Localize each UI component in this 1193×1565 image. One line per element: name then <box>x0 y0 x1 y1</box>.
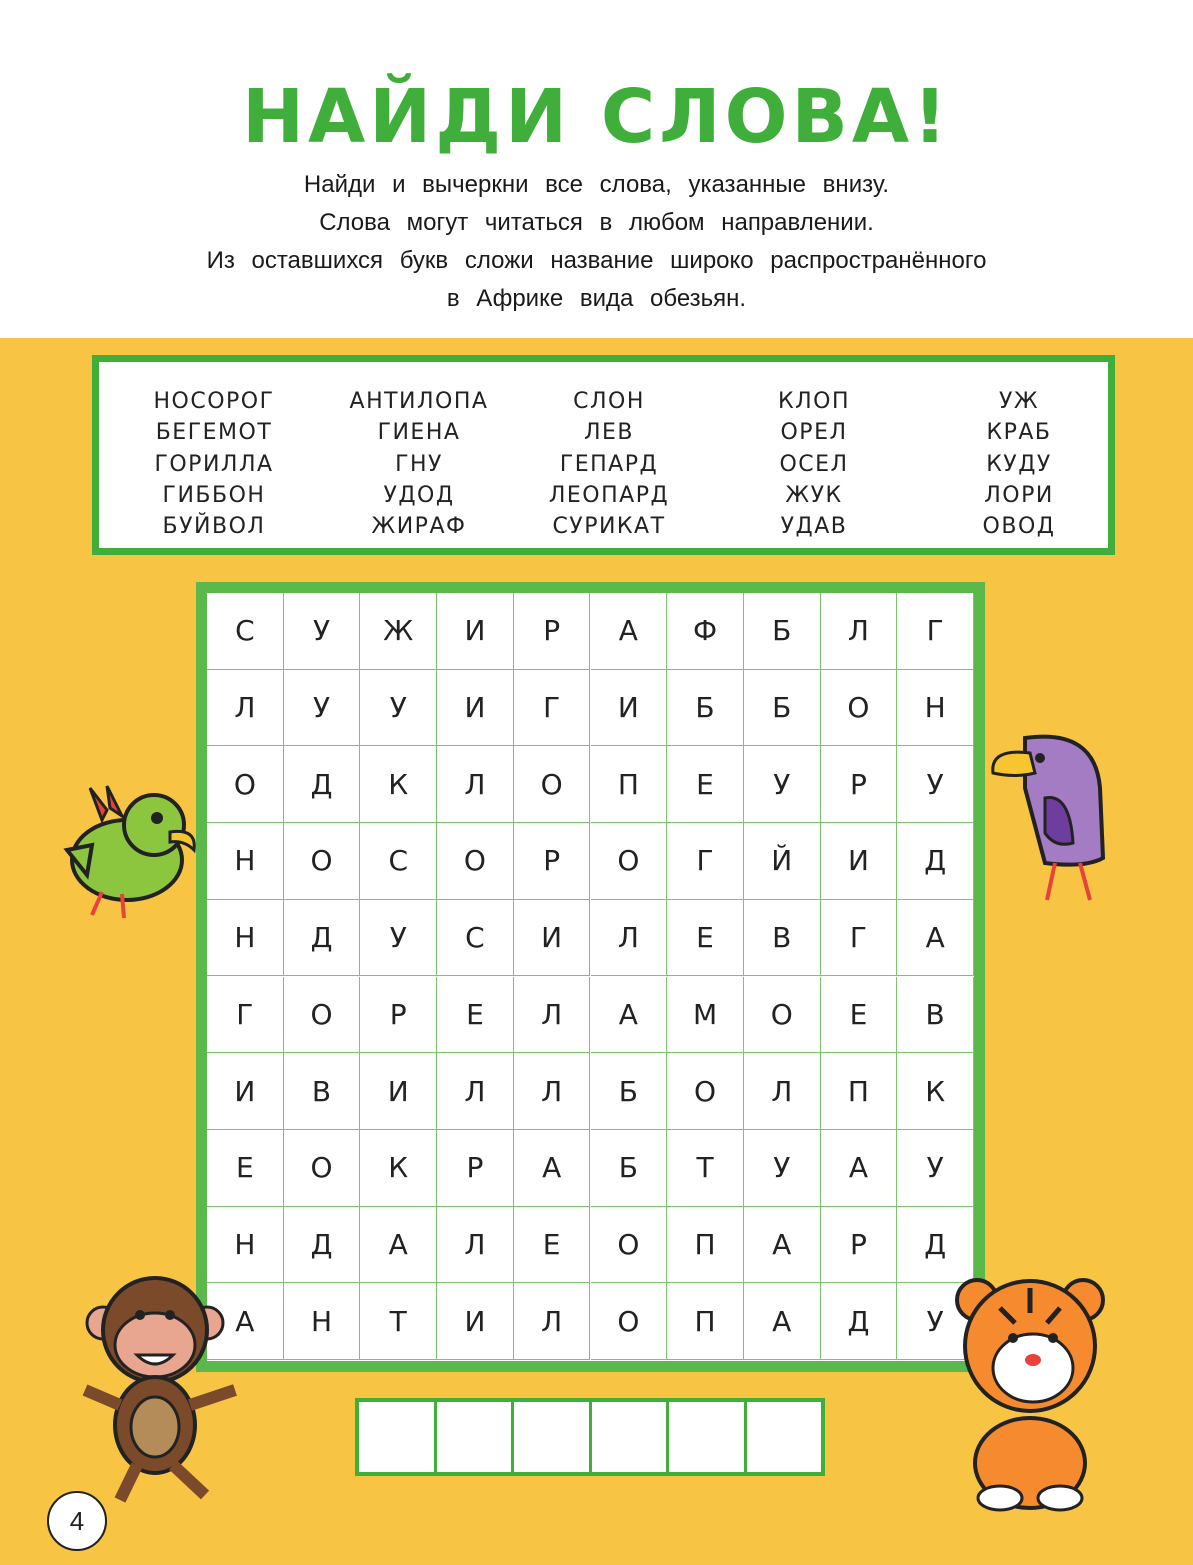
word-item: БЕГЕМОТ <box>155 420 273 446</box>
grid-cell[interactable]: Л <box>821 593 898 670</box>
grid-cell[interactable]: Л <box>514 977 591 1054</box>
answer-box[interactable] <box>747 1402 822 1472</box>
word-item: ЖИРАФ <box>371 514 467 540</box>
grid-cell[interactable]: Г <box>207 977 284 1054</box>
grid-cell[interactable]: С <box>437 900 514 977</box>
grid-cell[interactable]: О <box>284 823 361 900</box>
word-column <box>114 386 314 542</box>
grid-cell[interactable]: У <box>360 670 437 747</box>
word-item: СЛОН <box>573 389 645 414</box>
word-item: ЖУК <box>785 482 843 508</box>
grid-cell[interactable]: Л <box>591 900 668 977</box>
grid-cell[interactable]: И <box>360 1053 437 1130</box>
grid-cell[interactable]: П <box>667 1207 744 1284</box>
grid-cell[interactable]: Н <box>284 1283 361 1360</box>
grid-cell[interactable]: О <box>207 746 284 823</box>
grid-cell[interactable]: Ф <box>667 593 744 670</box>
grid-cell[interactable]: Н <box>207 1207 284 1284</box>
grid-cell[interactable]: И <box>821 823 898 900</box>
word-item: ОРЕЛ <box>780 420 848 446</box>
grid-cell[interactable]: О <box>284 977 361 1054</box>
grid-cell[interactable]: У <box>360 900 437 977</box>
grid-cell[interactable]: Ж <box>360 593 437 670</box>
grid-cell[interactable]: О <box>744 977 821 1054</box>
grid-cell[interactable]: И <box>514 900 591 977</box>
grid-cell[interactable]: Л <box>514 1053 591 1130</box>
grid-cell[interactable]: А <box>591 593 668 670</box>
purple-parrot-illustration <box>985 728 1125 913</box>
grid-cell[interactable]: Д <box>821 1283 898 1360</box>
grid-cell[interactable]: Б <box>667 670 744 747</box>
instruction-line: Слова могут читаться в любом направлении. <box>319 209 874 236</box>
grid-cell[interactable]: И <box>437 670 514 747</box>
word-item: ГЕПАРД <box>559 451 659 477</box>
grid-cell[interactable]: С <box>360 823 437 900</box>
grid-cell[interactable]: Г <box>821 900 898 977</box>
page-title: НАЙДИ СЛОВА! <box>242 74 951 160</box>
word-item: ГИЕНА <box>377 420 461 446</box>
grid-cell[interactable]: И <box>591 670 668 747</box>
grid-cell[interactable]: О <box>437 823 514 900</box>
word-item: НОСОРОГ <box>153 389 275 414</box>
grid-cell[interactable]: Е <box>514 1207 591 1284</box>
word-item: ЛЕОПАРД <box>548 482 670 508</box>
grid-cell[interactable]: О <box>667 1053 744 1130</box>
grid-cell[interactable]: Г <box>514 670 591 747</box>
grid-cell[interactable]: Р <box>437 1130 514 1207</box>
grid-cell[interactable]: П <box>821 1053 898 1130</box>
grid-cell[interactable]: И <box>207 1053 284 1130</box>
grid-cell[interactable]: О <box>284 1130 361 1207</box>
word-item: ОВОД <box>982 514 1056 540</box>
grid-cell[interactable]: К <box>360 1130 437 1207</box>
word-item: АНТИЛОПА <box>349 389 489 414</box>
grid-cell[interactable]: Н <box>207 900 284 977</box>
word-item: КРАБ <box>986 420 1052 446</box>
grid-cell[interactable]: А <box>744 1283 821 1360</box>
answer-boxes <box>355 1398 825 1476</box>
green-parrot-illustration <box>62 780 212 930</box>
word-item: УЖ <box>998 389 1040 414</box>
grid-cell[interactable]: У <box>744 1130 821 1207</box>
letter-grid <box>196 582 985 1372</box>
grid-cell[interactable]: А <box>821 1130 898 1207</box>
grid-cell[interactable]: К <box>897 1053 974 1130</box>
grid-cell[interactable]: Н <box>897 670 974 747</box>
grid-cell[interactable]: В <box>284 1053 361 1130</box>
word-column <box>319 386 519 542</box>
grid-cell[interactable]: Р <box>360 977 437 1054</box>
grid-cell[interactable]: У <box>897 1130 974 1207</box>
answer-box[interactable] <box>592 1402 670 1472</box>
answer-box[interactable] <box>669 1402 747 1472</box>
grid-cell[interactable]: Д <box>897 823 974 900</box>
grid-cell[interactable]: Е <box>207 1130 284 1207</box>
word-item: БУЙВОЛ <box>162 514 266 540</box>
grid-cell[interactable]: О <box>821 670 898 747</box>
grid-cell[interactable]: Г <box>667 823 744 900</box>
grid-cell[interactable]: Н <box>207 823 284 900</box>
grid-cell[interactable]: А <box>744 1207 821 1284</box>
word-item: КЛОП <box>777 389 851 414</box>
grid-cell[interactable]: А <box>897 900 974 977</box>
grid-cell[interactable]: Б <box>744 670 821 747</box>
grid-cell[interactable]: Д <box>284 1207 361 1284</box>
grid-cell[interactable]: Л <box>437 1207 514 1284</box>
grid-cell[interactable]: Р <box>514 823 591 900</box>
grid-cell[interactable]: А <box>360 1207 437 1284</box>
grid-cell[interactable]: Р <box>821 1207 898 1284</box>
instruction-line: Найди и вычеркни все слова, указанные внизу. <box>303 171 890 198</box>
grid-cell[interactable]: М <box>667 977 744 1054</box>
grid-cell[interactable]: Й <box>744 823 821 900</box>
grid-cell[interactable]: С <box>207 593 284 670</box>
grid-cell[interactable]: Т <box>667 1130 744 1207</box>
word-item: ГОРИЛЛА <box>154 451 274 477</box>
grid-cell[interactable]: И <box>437 593 514 670</box>
grid-cell[interactable]: Е <box>821 977 898 1054</box>
grid-cell[interactable]: У <box>284 593 361 670</box>
grid-cell[interactable]: Е <box>667 900 744 977</box>
word-item: СУРИКАТ <box>552 514 666 540</box>
instruction-line: Из оставшихся букв сложи название широко распространённого <box>206 247 987 274</box>
page-number: 4 <box>47 1491 107 1551</box>
grid-cell[interactable]: Р <box>514 593 591 670</box>
answer-box[interactable] <box>359 1402 437 1472</box>
grid-cell[interactable]: Л <box>437 746 514 823</box>
grid-cell[interactable]: Б <box>591 1053 668 1130</box>
word-item: ЛОРИ <box>984 482 1054 508</box>
grid-cell[interactable]: Р <box>821 746 898 823</box>
grid-cell[interactable]: О <box>591 823 668 900</box>
grid-cell[interactable]: У <box>744 746 821 823</box>
grid-cell[interactable]: Т <box>360 1283 437 1360</box>
grid-cell[interactable]: И <box>437 1283 514 1360</box>
grid-cell[interactable]: У <box>897 746 974 823</box>
grid-cell[interactable]: Е <box>667 746 744 823</box>
grid-cell[interactable]: Б <box>591 1130 668 1207</box>
grid-cell[interactable]: Л <box>437 1053 514 1130</box>
grid-cell[interactable]: В <box>744 900 821 977</box>
word-item: ГНУ <box>395 451 443 477</box>
word-column <box>714 386 914 542</box>
grid-cell[interactable]: Д <box>897 1207 974 1284</box>
grid-cell[interactable]: Д <box>284 746 361 823</box>
word-column <box>509 386 709 542</box>
grid-cell[interactable]: О <box>514 746 591 823</box>
word-list-box <box>92 355 1115 555</box>
grid-cell[interactable]: Л <box>514 1283 591 1360</box>
grid-cell[interactable]: Е <box>437 977 514 1054</box>
word-item: КУДУ <box>986 451 1052 477</box>
grid-cell[interactable]: Г <box>897 593 974 670</box>
word-item: УДАВ <box>780 514 848 540</box>
grid-cell[interactable]: Л <box>744 1053 821 1130</box>
tiger-illustration <box>955 1268 1105 1513</box>
grid-cell[interactable]: Б <box>744 593 821 670</box>
word-item: ЛЕВ <box>583 420 635 446</box>
grid-cell[interactable]: О <box>591 1207 668 1284</box>
grid-cell[interactable]: А <box>207 1283 284 1360</box>
word-item: ГИББОН <box>162 482 266 508</box>
instruction-line: в Африке вида обезьян. <box>446 285 747 312</box>
grid-cell[interactable]: Д <box>284 900 361 977</box>
grid-cell[interactable]: П <box>667 1283 744 1360</box>
grid-cell[interactable]: А <box>591 977 668 1054</box>
word-item: УДОД <box>383 482 455 508</box>
grid-cell[interactable]: У <box>284 670 361 747</box>
instructions <box>0 166 1193 318</box>
grid-cell[interactable]: О <box>591 1283 668 1360</box>
word-column <box>919 386 1119 542</box>
grid-cell[interactable]: Л <box>207 670 284 747</box>
answer-box[interactable] <box>514 1402 592 1472</box>
monkey-illustration <box>75 1275 245 1510</box>
grid-cell[interactable]: П <box>591 746 668 823</box>
answer-box[interactable] <box>437 1402 515 1472</box>
grid-cell[interactable]: А <box>514 1130 591 1207</box>
grid-cell[interactable]: В <box>897 977 974 1054</box>
grid-cell[interactable]: У <box>897 1283 974 1360</box>
word-item: ОСЕЛ <box>779 451 849 477</box>
grid-cell[interactable]: К <box>360 746 437 823</box>
